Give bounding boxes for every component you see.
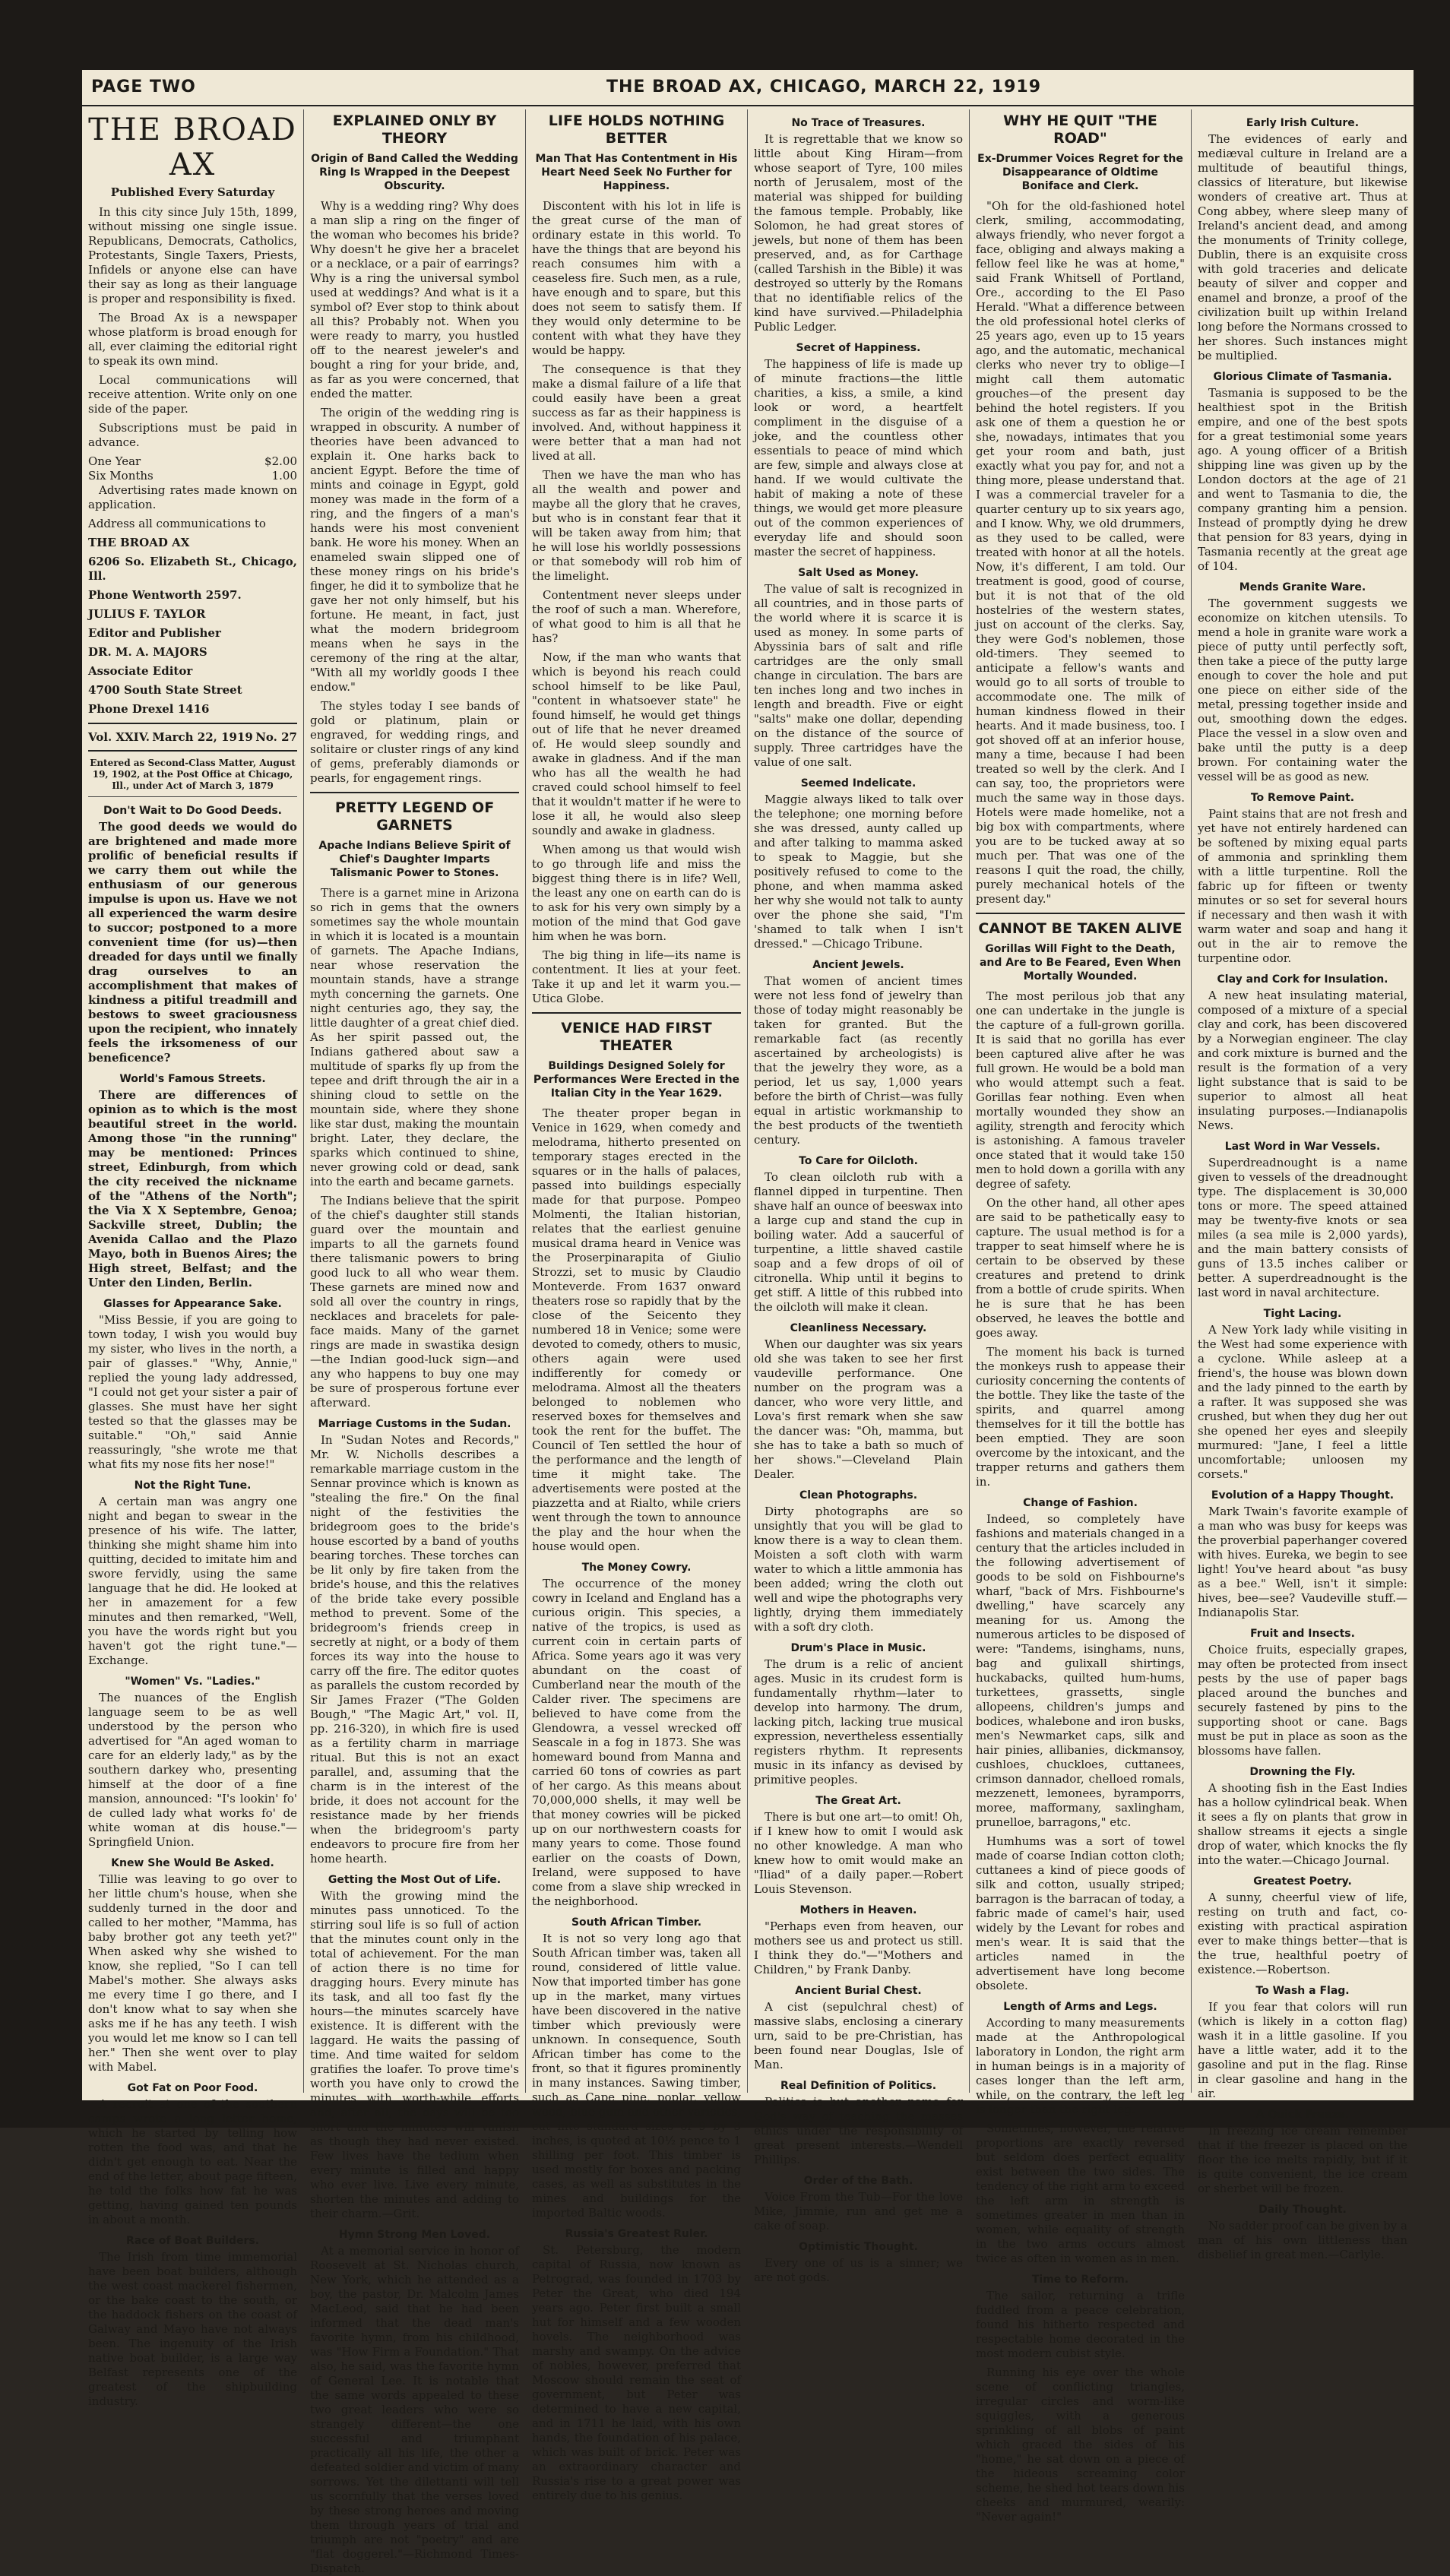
associate-editor-address: 4700 South State Street bbox=[88, 683, 242, 697]
article-text: The consequence is that they make a dismal failure of a life that could easily have been a great success as far as their happiness is involved. And, without happiness it were better that a man had not lived at all. bbox=[532, 362, 741, 463]
article-headline: WHY HE QUIT "THE ROAD" bbox=[1003, 112, 1157, 147]
article-text: In "Sudan Notes and Records," Mr. W. Nicholls describes a remarkable marriage custom in the Sennar province which is known as "stealing the fire." On the final night of the festivities the bridegroom goes to the bride's house escorted by a band of youths bearing torches. These torches can be lit only by fire taken from the bride's house, and this the relatives of the bride take every possible method to prevent. Some of the bridegroom's friends creep in secretly at night, or a body of them forces its way into the house to carry off the fire. The editor quotes as parallels the custom recorded by Sir James Frazer ("The Golden Bough," "The Magic Art," vol. II, pp. 216-320), in which fire is used as a fertility charm in marriage ritual. But this is not an exact parallel, and, assuming that the charm is in the interest of the bride, it does not account for the resistance made by her friends when the bridegroom's party endeavors to procure fire from her home hearth. bbox=[310, 1433, 519, 1866]
associate-editor-phone: Phone Drexel 1416 bbox=[88, 702, 210, 716]
article-text: A cist (sepulchral chest) of massive slabs, enclosing a cinerary urn, said to be pre-Christian, has been found near Douglas, Isle of Man. bbox=[754, 2000, 963, 2071]
article-headline: LIFE HOLDS NOTHING BETTER bbox=[548, 112, 725, 147]
editor-name: JULIUS F. TAYLOR bbox=[88, 607, 206, 621]
article-heading: Hymn Strong Men Loved. bbox=[338, 2229, 491, 2241]
intro-text: In this city since July 15th, 1899, without missing one single issue. Republicans, Democrats, Catholics, Protestants, Single Taxers, Priests, Infidels or anyone else can have their say as long as their language is proper and responsibility is fixed. bbox=[88, 205, 297, 305]
article-heading: "Women" Vs. "Ladies." bbox=[125, 1676, 261, 1688]
article-deck: Man That Has Contentment in His Heart Need Seek No Further for Happiness. bbox=[535, 153, 738, 192]
article-text: The value of salt is recognized in all countries, and in those parts of the world where it is scarce it is used as money. In some parts of Abyssinia bars of salt and rifle cartridges are the only small change in circulation. The bars are ten inches long and two inches in length and breadth. Five or eight "salts" make one dollar, depending on the distance of the source of supply. Three cartridges have the value of one salt. bbox=[754, 582, 963, 769]
rate-six-months: Six Months 1.00 bbox=[88, 469, 297, 483]
article-heading: Drum's Place in Music. bbox=[790, 1642, 926, 1654]
article-heading: Russia's Greatest Ruler. bbox=[565, 2228, 708, 2240]
article-heading: Greatest Poetry. bbox=[1253, 1875, 1352, 1888]
article-heading: Race of Boat Builders. bbox=[125, 2235, 260, 2247]
volume-line: Vol. XXIV. March 22, 1919 No. 27 bbox=[88, 730, 297, 744]
column-2 bbox=[304, 109, 526, 2575]
article-text: The good deeds we would do are brightened and made more prolific of beneficial results if we carry them out while the enthusiasm of our generous impulse is upon us. Have we not all experienced the warm desire to succor; postponed to a more convenient time (for us)—then dreaded for days until we finally drag ourselves to an accomplishment that makes of kindness a pitiful treadmill and bestows to sweet graciousness upon the recipient, who innately feels the irksomeness of our beneficence? bbox=[88, 820, 297, 1065]
article-heading: Order of the Bath. bbox=[803, 2175, 913, 2187]
article-text: Dirty photographs are so unsightly that you will be glad to know there is a way to clean them. Moisten a soft cloth with warm water to which a little ammonia has been added; wring the cloth out well and wipe the photographs very lightly, drying them immediately with a soft dry cloth. bbox=[754, 1505, 963, 1634]
article-heading: To Care for Oilcloth. bbox=[799, 1155, 918, 1167]
article-heading: Real Definition of Politics. bbox=[780, 2080, 937, 2092]
article-text: Contentment never sleeps under the roof of such a man. Wherefore, of what good to him is all that he has? bbox=[532, 588, 741, 645]
associate-editor-title: Associate Editor bbox=[88, 664, 193, 678]
article-heading: Glorious Climate of Tasmania. bbox=[1213, 371, 1392, 383]
article-text: A new heat insulating material, composed of a mixture of a special clay and cork, has been discovered by a Norwegian engineer. The clay and cork mixture is burned and the result is the formation of a very light substance that is said to be superior to almost all heat insulating purposes.—Indianapolis News. bbox=[1198, 989, 1407, 1132]
article-heading: Mothers in Heaven. bbox=[799, 1904, 917, 1916]
article-text: Tasmania is supposed to be the healthiest spot in the British empire, and one of the best spots for a great testimonial some years ago. A young officer of a British shipping line was given up by the London doctors at the age of 21 and went to Tasmania to die, the company granting him a pension. Instead of promptly dying he drew that pension for 83 years, dying in Tasmania recently at the great age of 104. bbox=[1198, 386, 1407, 573]
column-1 bbox=[82, 109, 304, 2408]
article-text: The sailor, returning a trifle fuddled from a peace celebration, found his hitherto respected and respectable home decorated in the most modern cubist style. bbox=[976, 2289, 1185, 2360]
platform-text: The Broad Ax is a newspaper whose platform is broad enough for all, ever claiming the editorial right to speak its own mind. bbox=[88, 311, 297, 368]
subscriptions-text: Subscriptions must be paid in advance. bbox=[88, 421, 297, 449]
article-text: The Indians believe that the spirit of the chief's daughter still stands guard over the mountain and imparts to all the garnets found there talismanic powers to bring good luck to all who wear them. These garnets are mined now and sold all over the country in rings, necklaces and bracelets for pale-face maids. Many of the garnet rings are made in swastika design —the Indian good-luck sign—and any who happens to buy one may be sure of prosperous fortune ever afterward. bbox=[310, 1194, 519, 1410]
article-text: The Irish from time immemorial have been boat builders, although the west coast mackerel fishermen, or the bake coast to the south, or the haddock fishers on the coast of Galway and Mayo have not always been. The ingenuity of the Irish native boat builder, is a large way Belfast represents one of the greatest of the shipbuilding industry. bbox=[88, 2250, 297, 2408]
address-name: THE BROAD AX bbox=[88, 536, 190, 549]
article-text: There is a garnet mine in Arizona so rich in gems that the owners sometimes say the whole mountain in which it is located is a mountain of garnets. The Apache Indians, near whose reservation the mountain stands, have a strange myth concerning the garnets. One night centuries ago, they say, the little daughter of a great chief died. As her spirit passed out, the Indians gathered about saw a multitude of sparks fly up from the tepee and drift through the air in a shining cloud to settle on the mountain side, where they shone like star dust, making the mountain bright. Later, they declare, the sparks which continued to shine, never growing cold or dead, sank into the earth and became garnets. bbox=[310, 886, 519, 1188]
article-heading: Glasses for Appearance Sake. bbox=[103, 1298, 282, 1310]
article-text: Now, if the man who wants that which is beyond his reach could school himself to be like Paul, "content in whatsoever state" he found himself, he would get things out of life that he never dreamed of. He would sleep soundly and awake in gladness. And if the man who has all the wealth he had craved could school himself to feel that it wouldn't matter if he were to lose it all, he would also sleep soundly and awake in gladness. bbox=[532, 650, 741, 837]
masthead: THE BROAD AX bbox=[88, 112, 297, 182]
article-text: Why is a wedding ring? Why does a man slip a ring on the finger of the woman who becomes his bride? Why doesn't he give her a bracelet or a necklace, or a pair of earrings? Why is a ring the universal symbol used at weddings? And what is it a symbol of? Ever stop to think about all this? Probably not. When you were ready to marry, you hustled off to the nearest jeweler's and bought a ring for your bride, and, as far as you were concerned, that ended the matter. bbox=[310, 199, 519, 400]
scan-border-left bbox=[0, 0, 82, 2128]
article-text: In freezing ice cream remember that if the freezer is placed on the floor the ice melts rapidly, but if it is quite convenient, the ice cream or sherbet will be frozen. bbox=[1198, 2124, 1407, 2195]
article-text: The happiness of life is made up of minute fractions—the little charities, a kiss, a smile, a kind look or word, a heartfelt compliment in the disguise of a joke, and the countless other essentials to peace of mind which are few, simple and always close at hand. If we would cultivate the habit of making a note of these things, we would get more pleasure out of the common experiences of everyday life and should soon master the secret of happiness. bbox=[754, 357, 963, 559]
article-heading: Marriage Customs in the Sudan. bbox=[318, 1418, 511, 1430]
article-headline: EXPLAINED ONLY BY THEORY bbox=[332, 112, 497, 147]
article-heading: No Trace of Treasures. bbox=[791, 117, 926, 129]
article-text: A shooting fish in the East Indies has a hollow cylindrical beak. When it sees a fly on plants that grow in shallow streams it ejects a single drop of water, which knocks the fly into the water.—Chicago Journal. bbox=[1198, 1781, 1407, 1867]
article-text: To clean oilcloth rub with a flannel dipped in turpentine. Then shave half an ounce of beeswax into a large cup and stand the cup in boiling water. Add a saucerful of turpentine, a little shaved castile soap and a few drops of oil of citronella. Whip until it begins to get stiff. A little of this rubbed into the oilcloth will make it clean. bbox=[754, 1170, 963, 1314]
article-text: A New York lady while visiting in the West had some experience with a cyclone. While asleep at a friend's, the house was blown down and the lady pinned to the earth by a rafter. It was supposed she was crushed, but when they dug her out she opened her eyes and sleepily murmured: "Jane, I feel a little uncomfortable; unloosen my corsets." bbox=[1198, 1323, 1407, 1481]
address-label: Address all communications to bbox=[88, 517, 266, 530]
newspaper-page bbox=[82, 70, 1414, 2575]
communications-text: Local communications will receive attention. Write only on one side of the paper. bbox=[88, 373, 297, 416]
article-text: Paint stains that are not fresh and yet have not entirely hardened can be softened by mixing equal parts of ammonia and sprinkling them with a little turpentine. Roll the fabric up for fifteen or twenty minutes or so set for several hours if necessary and then wash it with warm water and soap and hang it out in the air to remove the turpentine odor. bbox=[1198, 807, 1407, 965]
divider bbox=[88, 723, 297, 724]
divider bbox=[532, 1012, 741, 1014]
article-text: "Miss Bessie, if you are going to town today, I wish you would buy my sister, who lives in the north, a pair of glasses." "Why, Annie," replied the young lady addressed, "I could not get your sister a pair of glasses. She must have her sight tested so that the glasses may be suitable." "Oh," said Annie reassuringly, "she wrote me that what fits my nose fits her nose!" bbox=[88, 1313, 297, 1471]
article-heading: To Remove Paint. bbox=[1250, 792, 1355, 804]
folio-line bbox=[82, 70, 1414, 106]
article-deck: Apache Indians Believe Spirit of Chief's Daughter Imparts Talismanic Power to Stones. bbox=[318, 840, 511, 879]
article-text: Humhums was a sort of towel made of coarse Indian cotton cloth; cuttanees a kind of piece goods of silk and cotton, usually striped; barragon is the barracan of today, a fabric made of camel's hair, used widely by the Levant for robes and men's wear. It is said that the articles named in the advertisement have long become obsolete. bbox=[976, 1834, 1185, 1992]
scan-border-right bbox=[1414, 0, 1450, 2128]
article-text: The origin of the wedding ring is wrapped in obscurity. A number of theories have been advanced to explain it. One harks back to ancient Egypt. Before the time of mints and coinage in Egypt, gold money was made in the form of a ring, and the fingers of a man's hands were his most convenient bank. He wore his money. When an enameled swain slipped one of these money rings on his bride's finger, he did it to symbolize that he gave her not only himself, but his fortune. He meant, in fact, just what the modern bridegroom means when he says in the ceremony of the ring at the altar, "With all my worldly goods I thee endow." bbox=[310, 406, 519, 694]
page-number: PAGE TWO bbox=[91, 78, 196, 97]
article-headline: VENICE HAD FIRST THEATER bbox=[561, 1020, 712, 1054]
article-heading: Knew She Would Be Asked. bbox=[111, 1857, 274, 1869]
article-text: The moment his back is turned the monkeys rush to appease their curiosity concerning the contents of the bottle. They like the taste of the spirits, and quarrel among themselves for it till the bottle has been emptied. They are soon overcome by the intoxicant, and the trapper returns and gathers them in. bbox=[976, 1345, 1185, 1489]
article-text: Indeed, so completely have fashions and materials changed in a century that the articles included in the following advertisement of goods to be sold on Fishbourne's wharf, "back of Mrs. Fishbourne's dwelling," have scarcely any meaning for us. Among the numerous articles to be disposed of were: "Tandems, isinghams, nuns, bag and gulixall shirtings, huckabacks, quilted hum-hums, turkettees, grassetts, single allopeens, children's jumps and bodices, whalebone and iron busks, men's Newmarket caps, silk and hair pinies, allibanies, dickmansoy, cushloes, chuckloes, cuttanees, crimson dannador, chelloed romals, mezzenett, lemonees, byramporrs, moree, mafformany, saxlingham, prunelloe, barragons," etc. bbox=[976, 1512, 1185, 1829]
rate-one-year: One Year $2.00 bbox=[88, 454, 297, 468]
article-heading: To Wash a Flag. bbox=[1255, 1985, 1350, 1997]
article-text: The evidences of early and mediæval culture in Ireland are a multitude of beautiful things, classics of literature, but likewise wonders of creative art. Thus at Cong abbey, where sleep many of Ireland's ancient dead, and among the monuments of Trinity college, Dublin, there is an exquisite cross with gold traceries and delicate beauty of silver and copper and enamel and bronze, a proof of the civilization built up within Ireland long before the Normans crossed to her shores. Such instances might be multiplied. bbox=[1198, 132, 1407, 362]
article-heading: Drowning the Fly. bbox=[1249, 1766, 1356, 1778]
article-deck: Buildings Designed Solely for Performances Were Erected in the Italian City in the Year 1629. bbox=[533, 1060, 740, 1100]
article-text: "Oh for the old-fashioned hotel clerk, smiling, accommodating, always friendly, who never forgot a face, obliging and always making a fellow feel like he was at home," said Frank Whitsell of Portland, Ore., according to the El Paso Herald. "What a difference between the old professional hotel clerks of 25 years ago, even up to 15 years ago, and the automatic, mechanical clerks who never try to oblige—I might call them automatic grouches—of the present day behind the hotel registers. If you ask one of them a question he or she, nowadays, intimates that you get your room and bath, just exactly what you pay for, and not a thing more, please understand that. I was a commercial traveler for a quarter century up to six years ago, and I know. Why, we old drummers, as they used to be called, were treated with honor at all the hotels. Now, it's different, I am told. Our treatment is good, good of course, but it is not that of the old hostelries of the western states, just on account of the clerks. Say, they were God's noblemen, those old-timers. They seemed to anticipate a fellow's wants and would go to all sorts of trouble to accommodate one. The milk of human kindness flowed in their hearts. And it made business, too. I got shoved off at an inferior house, many a time, because I had been treated so well by the clerk. And I can say, too, the proprietors were much the same way in those days. Hotels were made homelike, not a big box with compartments, where you are to be tucked away at so much per. That was one of the reasons I quit the road, the chilly, purely mechanical hotels of the present day." bbox=[976, 199, 1185, 906]
article-deck: Ex-Drummer Voices Regret for the Disappearance of Oldtime Boniface and Clerk. bbox=[977, 153, 1183, 192]
editor-title: Editor and Publisher bbox=[88, 626, 221, 640]
article-text: Superdreadnought is a name given to vessels of the dreadnought type. The displacement is 30,000 tons or more. The speed attained may be twenty-five knots or sea miles (a sea mile is 2,000 yards), and the main battery consists of guns of 13.5 inches caliber or better. A superdreadnought is the last word in naval architecture. bbox=[1198, 1156, 1407, 1299]
entry-notice: Entered as Second-Class Matter, August 19, 1902, at the Post Office at Chicago, Ill., under Act of March 3, 1879 bbox=[90, 758, 296, 791]
article-heading: A Quick Freeze. bbox=[1255, 2109, 1350, 2121]
article-text: St. Petersburg, the modern capital of Russia, now known as Petrograd, was founded in 1703 by Peter the Great, who died 194 years ago. Peter first built a small hut for himself and a few wooden hovels. The neighborhood was marshy and swampy. On the advice of nobles, however, preferred that Moscow should remain the seat of government, but Peter was determined to have a new capital, and in 1711 he laid, with his own hands, the foundation of his palace, which was built of brick. Peter was an extraordinary character and Russia's rise to a great power was entirely due to his genius. bbox=[532, 2243, 741, 2502]
columns bbox=[82, 109, 1414, 2575]
article-heading: Evolution of a Happy Thought. bbox=[1211, 1489, 1395, 1502]
article-text: There is but one art—to omit! Oh, if I knew how to omit I would ask no other knowledge. A man who knew how to omit would make an "Iliad" of a daily paper.—Robert Louis Stevenson. bbox=[754, 1810, 963, 1896]
article-text: The drum is a relic of ancient ages. Music in its crudest form is fundamentally rhythm—later to develop into harmony. The drum, lacking pitch, lacking true musical expression, nevertheless essentially registers rhythm. It represents music in its infancy as devised by primitive peoples. bbox=[754, 1657, 963, 1786]
article-heading: South African Timber. bbox=[571, 1916, 702, 1929]
article-text: No sadder proof can be given by a man of his own littleness than disbelief in great men.—Carlyle. bbox=[1198, 2219, 1407, 2261]
article-text: Voice From the Tub—For the love Mike, Jimmie, run and get me a cake of soap. bbox=[754, 2190, 963, 2233]
article-heading: Time to Reform. bbox=[1031, 2274, 1129, 2286]
article-text: "Perhaps even from heaven, our mothers see us and protect us still. I think they do."—"Mothers and Children," by Frank Danby. bbox=[754, 1919, 963, 1976]
article-text: Choice fruits, especially grapes, may often be protected from insect pests by the use of paper bags placed around the bunches and securely fastened by pins to the supporting shoot or cane. Bags must be put in place as soon as the blossoms have fallen. bbox=[1198, 1643, 1407, 1758]
article-heading: Mends Granite Ware. bbox=[1239, 581, 1366, 593]
column-5 bbox=[970, 109, 1192, 2524]
article-heading: Salt Used as Money. bbox=[798, 567, 919, 579]
article-text: There are differences of opinion as to which is the most beautiful street in the world. Among those "in the running" may be mentioned: Princes street, Edinburgh, from which the city received the nickname of the "Athens of the North"; the Via X X Septembre, Genoa; Sackville street, Dublin; the Avenida Callao and the Plazo Mayo, both in Buenos Aires; the High street, Belfast; and the Unter den Linden, Berlin. bbox=[88, 1088, 297, 1290]
article-text: On the other hand, all other apes are said to be pathetically easy to capture. The usual method is for a trapper to seat himself where he is certain to be observed by these creatures and pretend to drink from a bottle of crude spirits. When he is sure that he has been observed, he leaves the bottle and goes away. bbox=[976, 1196, 1185, 1340]
article-heading: Fruit and Insects. bbox=[1250, 1628, 1355, 1640]
article-text: The most perilous job that any one can undertake in the jungle is the capture of a full-grown gorilla. It is said that no gorilla has ever been captured alive after he was full grown. He would be a bold man who would attempt such a feat. Gorillas fear nothing. Even when mortally wounded they show an agility, strength and ferocity which is astonishing. A famous traveler once stated that it would take 150 men to hold down a gorilla with any degree of safety. bbox=[976, 989, 1185, 1191]
article-text: A certain man was angry one night and began to swear in the presence of his wife. The latter, thinking she might shame him into quitting, decided to imitate him and swore fervidly, using the same language that he did. He looked at her in amazement for a few minutes and then remarked, "Well, you have the words right but you haven't got the right tune."—Exchange. bbox=[88, 1495, 297, 1667]
article-text: If you fear that colors will run (which is likely in a cotton flag) wash it in a little gasoline. If you have a little water, add it to the gasoline and put in the flag. Rinse in clear gasoline and hang in the air. bbox=[1198, 2000, 1407, 2100]
article-text: Discontent with his lot in life is the great curse of the man of ordinary estate in this world. To have the things that are beyond his reach consumes him with a ceaseless fire. Such men, as a rule, have enough and to spare, but this does not seem to satisfy them. If they would only determine to be content with what they have they would be happy. bbox=[532, 199, 741, 357]
article-heading: Tight Lacing. bbox=[1263, 1308, 1342, 1320]
divider bbox=[310, 792, 519, 793]
article-heading: Ancient Jewels. bbox=[812, 959, 904, 971]
column-6 bbox=[1192, 109, 1414, 2261]
article-text: When our daughter was six years old she was taken to see her first vaudeville performance. One number on the program was a dancer, who wore very little, and Lova's first remark when she saw the dancer was: "Oh, mamma, but she has to take a bath so much of her shows."—Cleveland Plain Dealer. bbox=[754, 1337, 963, 1481]
phone-number: Phone Wentworth 2597. bbox=[88, 588, 242, 602]
column-3 bbox=[526, 109, 748, 2502]
advertising-text: Advertising rates made known on application. bbox=[88, 483, 297, 511]
article-text: The government suggests we economize on kitchen utensils. To mend a hole in granite ware work a piece of putty until perfectly soft, then take a piece of the putty large enough to cover the hole and put one piece on either side of the metal, pressing together inside and out, smoothing down the edges. Place the vessel in a slow oven and bake until the putty is a deep brown. For containing water the vessel will be as good as new. bbox=[1198, 597, 1407, 783]
article-heading: Seemed Indelicate. bbox=[800, 777, 917, 790]
article-text: A sunny, cheerful view of life, resting on truth and fact, co-existing with practical aspiration ever to make things better—that is the true, healthful poetry of existence.—Robertson. bbox=[1198, 1891, 1407, 1976]
article-text: The styles today I see bands of gold or platinum, plain or engraved, for wedding rings, and solitaire or cluster rings of any kind of gems, preferably diamonds or pearls, for engagement rings. bbox=[310, 699, 519, 785]
article-heading: Daily Thought. bbox=[1258, 2204, 1347, 2216]
scan-border-top bbox=[0, 0, 1450, 70]
article-heading: Ancient Burial Chest. bbox=[795, 1985, 922, 1997]
address-street: 6206 So. Elizabeth St., Chicago, Ill. bbox=[88, 555, 297, 583]
article-text: That women of ancient times were not less fond of jewelry than those of today might reasonably be taken for granted. But the remarkable fact (as recently ascertained by archeologists) is that the jewelry they wore, as a period, let us say, 1,000 years before the birth of Christ—was fully equal in artistic workmanship to the best products of the twentieth century. bbox=[754, 974, 963, 1147]
column-4 bbox=[748, 109, 970, 2284]
divider bbox=[88, 750, 297, 752]
article-heading: World's Famous Streets. bbox=[119, 1073, 266, 1085]
associate-editor-name: DR. M. A. MAJORS bbox=[88, 645, 207, 659]
article-text: With the growing mind the minutes pass unnoticed. To the stirring soul life is so full of action that the minutes count only in the total of achievement. For the man of action there is no time for dragging hours. Every minute has its task, and all too fast fly the hours—the minutes scarcely have existence. It is different with the laggard. He waits the passing of time. And time waited for seldom gratifies the loafer. To prove time's worth you have only to crowd the minutes with worth-while efforts and, after all, the days will be too short and the minutes will vanish as though they had never existed. Few lives have the tedium when every minute is filled and happy who ever live. Live every minute, shorten the minutes and adding to their charm.—Grit. bbox=[310, 1889, 519, 2220]
article-text: A recruit at one of the southern camps wrote a long letter home, which he started by telling how rotten the food was, and that he didn't get enough to eat. Near the end of the letter, about page fifteen, he told the folks how fat he was getting, having gained ten pounds in about a month. bbox=[88, 2097, 297, 2226]
article-heading: Not the Right Tune. bbox=[134, 1479, 252, 1492]
article-text: The big thing in life—its name is contentment. It lies at your feet. Take it up and let it warm you.—Utica Globe. bbox=[532, 948, 741, 1005]
article-text: When among us that would wish to go through life and miss the biggest thing there is in life? Well, the least any one on earth can do is to ask for his very own simply by a motion of the mind that God gave him when he was born. bbox=[532, 843, 741, 943]
article-deck: Origin of Band Called the Wedding Ring Is Wrapped in the Deepest Obscurity. bbox=[311, 153, 518, 192]
article-text: Tillie was leaving to go over to her little chum's house, when she suddenly turned in the door and called to her mother, "Mamma, has baby brother got any teeth yet?" When asked why she wished to know, she replied, "So I can tell Mabel's mother. She always asks me every time I go there, and I don't know what to say when she asks me if he has any teeth. I wish you would let me know so I can tell her." Then she went over to play with Mabel. bbox=[88, 1872, 297, 2074]
article-text: Politics is but another name for God's way of teaching the masses ethics under the responsibility of great present interests.—Wendell Phillips. bbox=[754, 2095, 963, 2166]
divider bbox=[88, 796, 297, 797]
paper-dateline: THE BROAD AX, CHICAGO, MARCH 22, 1919 bbox=[606, 78, 1042, 97]
article-text: The theater proper began in Venice in 1629, when comedy and melodrama, hitherto presented on temporary stages erected in the squares or in the halls of palaces, passed into buildings especially made for that purpose. Pompeo Molmenti, the Italian historian, relates that the earliest genuine musical drama heard in Venice was the Proserpinarapita of Giulio Strozzi, set to music by Claudio Monteverde. From 1637 onward theaters rose so rapidly that by the close of the Seicento they numbered 18 in Venice; some were devoted to comedy, others to music, others again were used indifferently for comedy or melodrama. Almost all the theaters belonged to noblemen who reserved boxes for themselves and took the rent for the buffet. The Council of Ten settled the hour of the performance and the length of time it might take. The advertisements were posted at the piazzetta and at Rialto, while criers went through the town to announce the play and the hour when the house would open. bbox=[532, 1106, 741, 1553]
article-heading: Optimistic Thought. bbox=[799, 2241, 918, 2253]
article-headline: PRETTY LEGEND OF GARNETS bbox=[334, 799, 495, 834]
publication-frequency: Published Every Saturday bbox=[110, 185, 275, 199]
article-heading: Change of Fashion. bbox=[1023, 1497, 1138, 1509]
article-deck: Gorillas Will Fight to the Death, and Are to Be Feared, Even When Mortally Wounded. bbox=[979, 943, 1182, 983]
article-heading: Early Irish Culture. bbox=[1246, 117, 1360, 129]
article-text: Mark Twain's favorite example of a man who was busy for keeps was the proverbial paperhanger covered with hives. Eureka, we begin to see light! You've heard about "as busy as a bee." Well, isn't it simple: hives, bee—see? Vaudeville stuff.—Indianapolis Star. bbox=[1198, 1505, 1407, 1619]
article-heading: Length of Arms and Legs. bbox=[1003, 2001, 1157, 2013]
article-text: Maggie always liked to talk over the telephone; one morning before she was dressed, aunty called up and after talking to mamma asked to speak to Maggie, but she positively refused to come to the phone, and when mamma asked her why she would not talk to aunty over the phone she said, "I'm 'shamed to talk when I isn't dressed." —Chicago Tribune. bbox=[754, 793, 963, 951]
article-heading: Cleanliness Necessary. bbox=[790, 1322, 927, 1334]
article-heading: The Money Cowry. bbox=[581, 1562, 692, 1574]
article-text: Running his eye over the whole scene of conflicting triangles, irregular circles and worm-like squiggles, with a generous sprinkling of all blobs of paint which graced the sides of his "home," he sat down on a piece of the hideous screaming color scheme, he shed hot tears down his cheeks and murmured, wearily: "Never again!" bbox=[976, 2366, 1185, 2524]
article-heading: Clean Photographs. bbox=[799, 1489, 918, 1502]
article-text: Every one of us is a sinner; we are not gods. bbox=[754, 2256, 963, 2284]
article-heading: Last Word in War Vessels. bbox=[1224, 1141, 1381, 1153]
article-heading: Got Fat on Poor Food. bbox=[127, 2082, 258, 2094]
article-heading: Secret of Happiness. bbox=[796, 342, 921, 354]
article-text: The nuances of the English language seem to be as well understood by the person who advertised for "An aged woman to care for an elderly lady," as by the southern darkey who, presenting himself at the door of a fine mansion, announced: "I's lookin' fo' de culled lady what works fo' de white woman at dis house."—Springfield Union. bbox=[88, 1691, 297, 1849]
article-heading: Clay and Cork for Insulation. bbox=[1217, 973, 1388, 986]
article-headline: CANNOT BE TAKEN ALIVE bbox=[978, 920, 1182, 937]
article-text: It is regrettable that we know so little about King Hiram—from whose seaport of Tyre, 100 miles north of Jerusalem, most of the material was shipped for building the famous temple. Probably, like Solomon, he had great stores of jewels, but none of them has been preserved, and, as for Carthage (called Tarshish in the Bible) it was destroyed so utterly by the Romans that no identifiable relics of the kind have survived.—Philadelphia Public Ledger. bbox=[754, 132, 963, 334]
article-text: It is not so very long ago that South African timber was, taken all round, considered of little value. Now that imported timber has gone up in the market, many virtues have been discovered in the native timber which previously were unknown. In consequence, South African timber has come to the front, so that it figures prominently in many instances. Sawing timber, such as Cape pine, poplar, yellow wood, blue gum and other varieties, cut into standard sizes of 9 by 3 inches, is quoted at 10½ pence to 1 shilling per foot. This timber is used mostly for boxes and packing cases, as well as substitutes in the mines and buildings for the imported Baltic woods. bbox=[532, 1932, 741, 2220]
divider bbox=[976, 913, 1185, 914]
article-text: Sometimes, however, the relative proportions are exactly reversed but seldom does perfect equality exist between the two sides. The tendency of the right arm to exceed the left arm in strength is sometimes greater in men than in women, while equality of strength in the two arms occurs almost twice as often in women as in men. bbox=[976, 2122, 1185, 2265]
article-heading: The Great Art. bbox=[815, 1795, 901, 1807]
article-text: The occurrence of the money cowry in Iceland and England has a curious origin. This species, a native of the tropics, is used as current coin in certain parts of Africa. Some years ago it was very abundant on the coast of Cumberland near the mouth of the Calder river. The specimens are believed to have come from the Glendowra, a vessel wrecked off Seascale in a fog in 1873. She was homeward bound from Manna and carried 60 tons of cowries as part of her cargo. As this means about 70,000,000 shells, it may well be that money cowries will be picked up on our northwestern coasts for many years to come. Those found earlier on the coasts of Down, Ireland, were supposed to have come from a slave ship wrecked in the neighborhood. bbox=[532, 1577, 741, 1908]
article-heading: Getting the Most Out of Life. bbox=[328, 1874, 502, 1886]
article-text: According to many measurements made at the Anthropological laboratory in London, the right arm in human beings is in a majority of cases longer than the left arm, while, on the contrary, the left leg is longer than the right leg. bbox=[976, 2016, 1185, 2116]
article-heading: Don't Wait to Do Good Deeds. bbox=[103, 805, 283, 817]
article-text: Then we have the man who has all the wealth and power and maybe all the glory that he craves, but who is in constant fear that it will be taken away from him; that he will lose his worldly possessions or that somebody will rob him of the limelight. bbox=[532, 468, 741, 583]
article-text: At a memorial service in honor of Roosevelt at St. Nicholas church, New York, which he attended as a boy, the pastor, Dr. Malcolm James MacLeod, said that he had been informed that the dead man's favorite hymn, from his childhood, was "How Firm a Foundation." That also, he said, was the favorite hymn of General Lee. It is notable that the same words appealed to these two great leaders who were so strangely different—the one successful and triumphant practically all his life, the other a defeated soldier and victim of many sorrows. Yet the dilettanti will tell us scornfully that the verses loved by these strong heroes and moving them through years of trial and triumph are not "poetry" and are "flat doggerel."—Richmond Times-Dispatch. bbox=[310, 2244, 519, 2575]
